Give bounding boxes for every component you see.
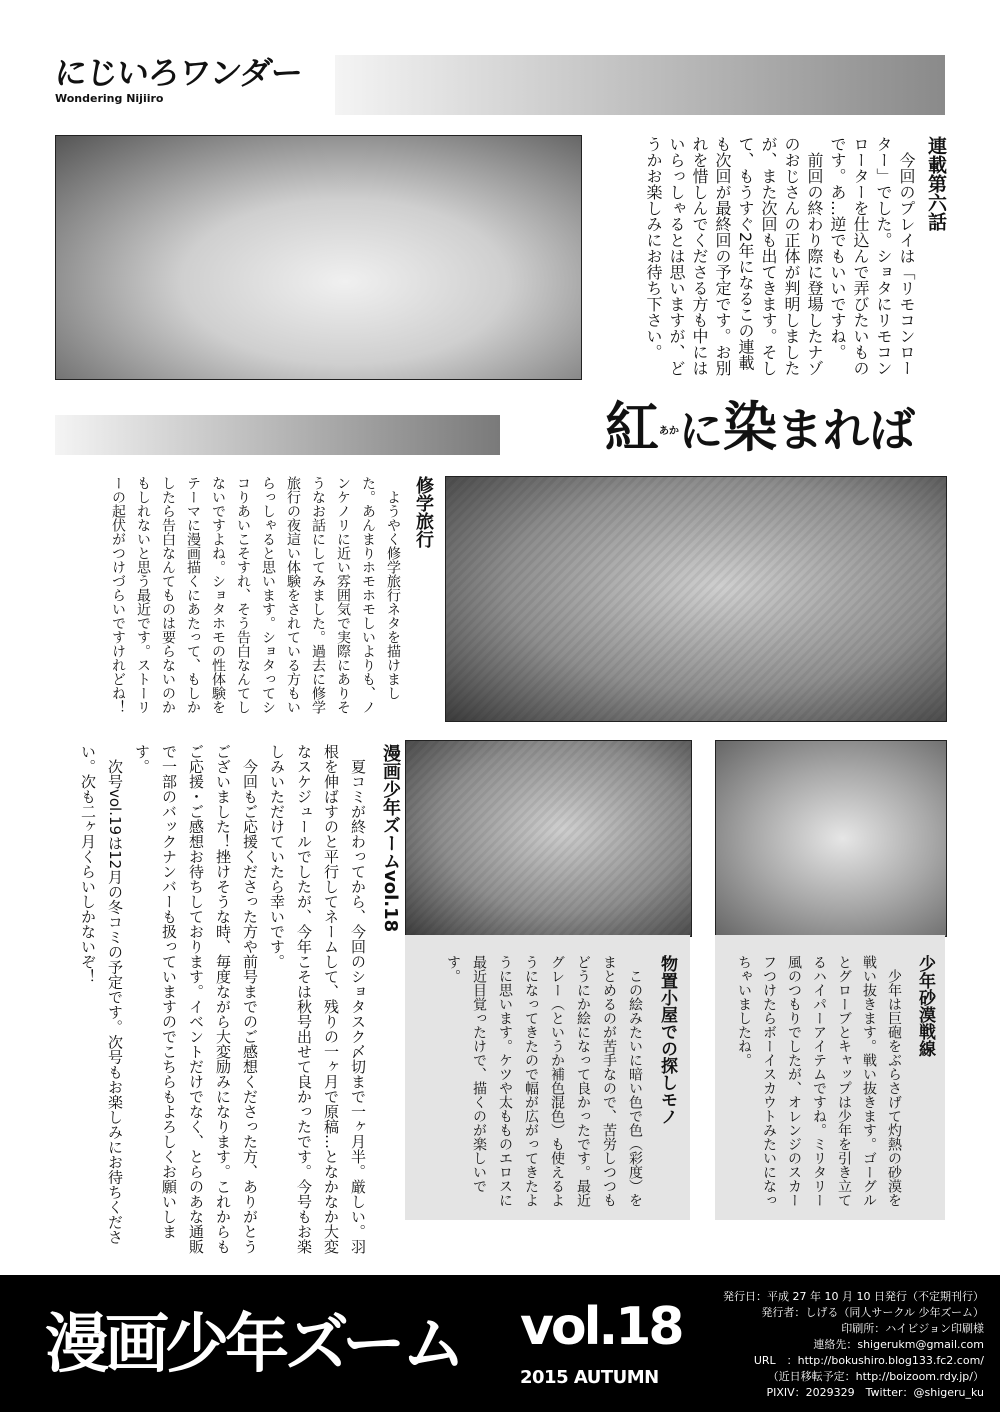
zoom-note-column (58, 744, 404, 1259)
colophon-social: PIXIV：2029329 Twitter：@shigeru_ku (766, 1386, 984, 1399)
story-title-part: 染 (723, 395, 777, 459)
colophon-line: 印刷所：ハイビジョン印刷様 (841, 1322, 984, 1335)
manga-panel-shed (405, 740, 692, 937)
footer-season: 2015 AUTUMN (520, 1367, 659, 1388)
story-title (605, 392, 950, 462)
sabaku-column (715, 955, 937, 1210)
zoom-note-paragraph: 夏コミが終わってから、今回のショタスク〆切まで一ヶ月半。厳しい。羽根を伸ばすのと平行してネームして、残りの一ヶ月で原稿…となかなか大変なスケジュールでしたが、今年こそは秋号出せて良かったです。今号もお楽しみいただけていたら幸いです。 (268, 744, 367, 1254)
series-logo-title: にじいろワンダー (53, 54, 304, 92)
zoom-note-paragraph: 今回もご応援くださった方や前号までのご感想くださった方、ありがとうございました！挫けそうな時、毎度ながら大変励みになります。これからもご応援・ご感想お待ちしております。イベントだけでなく、とらのあな通販で一部のバックナンバーも扱っていますのでこちらもよろしくお願いします。 (133, 744, 259, 1254)
series-column-paragraph: 今回のプレイは「リモコンローター」でした。ショタにリモコンローターを仕込んで弄びたいものです。あ…逆でもいいですね。 (828, 136, 916, 376)
colophon-url[interactable]: URL ：http://bokushiro.blog133.fc2.com/ (753, 1354, 984, 1367)
zoom-note-paragraph: 次号vol.19は12月の冬コミの予定です。次号もお楽しみにお待ちください。次も二ヶ月くらいしかないぞ！ (79, 744, 124, 1245)
story-title-part: に (679, 406, 723, 457)
sabaku-heading: 少年砂漠戦線 (915, 955, 935, 1057)
footer-logo: 漫画少年ズーム (45, 1308, 462, 1382)
manga-panel-bus (445, 476, 947, 722)
manga-panel-desert (715, 740, 947, 937)
series-logo (55, 54, 330, 106)
colophon (723, 1289, 984, 1401)
footer-volume: vol.18 (520, 1297, 682, 1357)
story-title-part: まれば (777, 403, 915, 457)
series-column-paragraph: 前回の終わり際に登場したナゾのおじさんの正体が判明しましたが、また次回も出てきます。そして、もうすぐ2年になるこの連載も次回が最終回の予定です。お別れを惜しんでくださる方も中にはいらっしゃるとは思いますが、どうかお楽しみにお待ち下さい。 (644, 136, 824, 376)
manga-panel-top (55, 135, 582, 380)
monooki-column (425, 955, 680, 1210)
colophon-line: 発行日：平成 27 年 10 月 10 日発行（不定期刊行） (723, 1290, 984, 1303)
colophon-new-url[interactable]: （近日移転予定：http://boizoom.rdy.jp/） (767, 1370, 984, 1383)
shugaku-column (58, 476, 436, 718)
monooki-paragraph: この絵みたいに暗い色で色（彩度）をまとめるのが苦手なので、苦労しつつもどうにか絵になって良かったです。最近グレー（というか補色混色）も使えるようになってきたので幅が広がってきたように思います。ケツや太もものエロスに最近目覚ったけで、描くのが楽しいです。 (445, 955, 643, 1207)
colophon-line: 発行者：しげる（同人サークル 少年ズーム） (761, 1306, 984, 1319)
sabaku-paragraph: 少年は巨砲をぶらさげて灼熱の砂漠を戦い抜きます。戦い抜きます。ゴーグルとグローブとキャップは少年を引き立てるハイパーアイテムですね。ミリタリー風のつもりでしたが、オレンジのスカーフつけたらボーイスカウトみたいになっちゃいましたね。 (736, 955, 902, 1207)
colophon-email[interactable]: 連絡先：shigerukm@gmail.com (813, 1338, 984, 1351)
section-gradient-bar (55, 415, 500, 455)
series-column-heading: 連載第六話 (925, 136, 947, 231)
monooki-heading: 物置小屋での探しモノ (657, 955, 677, 1125)
story-title-part: 紅 (605, 395, 659, 459)
shugaku-heading: 修学旅行 (413, 476, 434, 548)
shugaku-paragraph: ようやく修学旅行ネタを描けました。あんまりホモホモしいよりも、ノンケノリに近い雰囲気で実際にありそうなお話にしてみました。過去に修学旅行の夜這い体験をされている方もいらっしゃると思います。ショタってシコりあいこそすれ、そう告白なんてしないですよね。ショタホモの性体験をテーマに漫画描くにあたって、もしかしたら告白なんてものは要らないのかもしれないと思う最近です。ストーリーの起伏がつけづらいですけれどね！ (110, 476, 401, 714)
story-title-ruby: あか (659, 426, 679, 437)
series-column (595, 136, 947, 376)
series-logo-subtitle: Wondering Nijiiro (55, 92, 164, 105)
header-gradient-bar (335, 55, 945, 115)
footer (0, 1275, 1000, 1412)
zoom-note-heading: 漫画少年ズームvol.18 (380, 744, 401, 933)
